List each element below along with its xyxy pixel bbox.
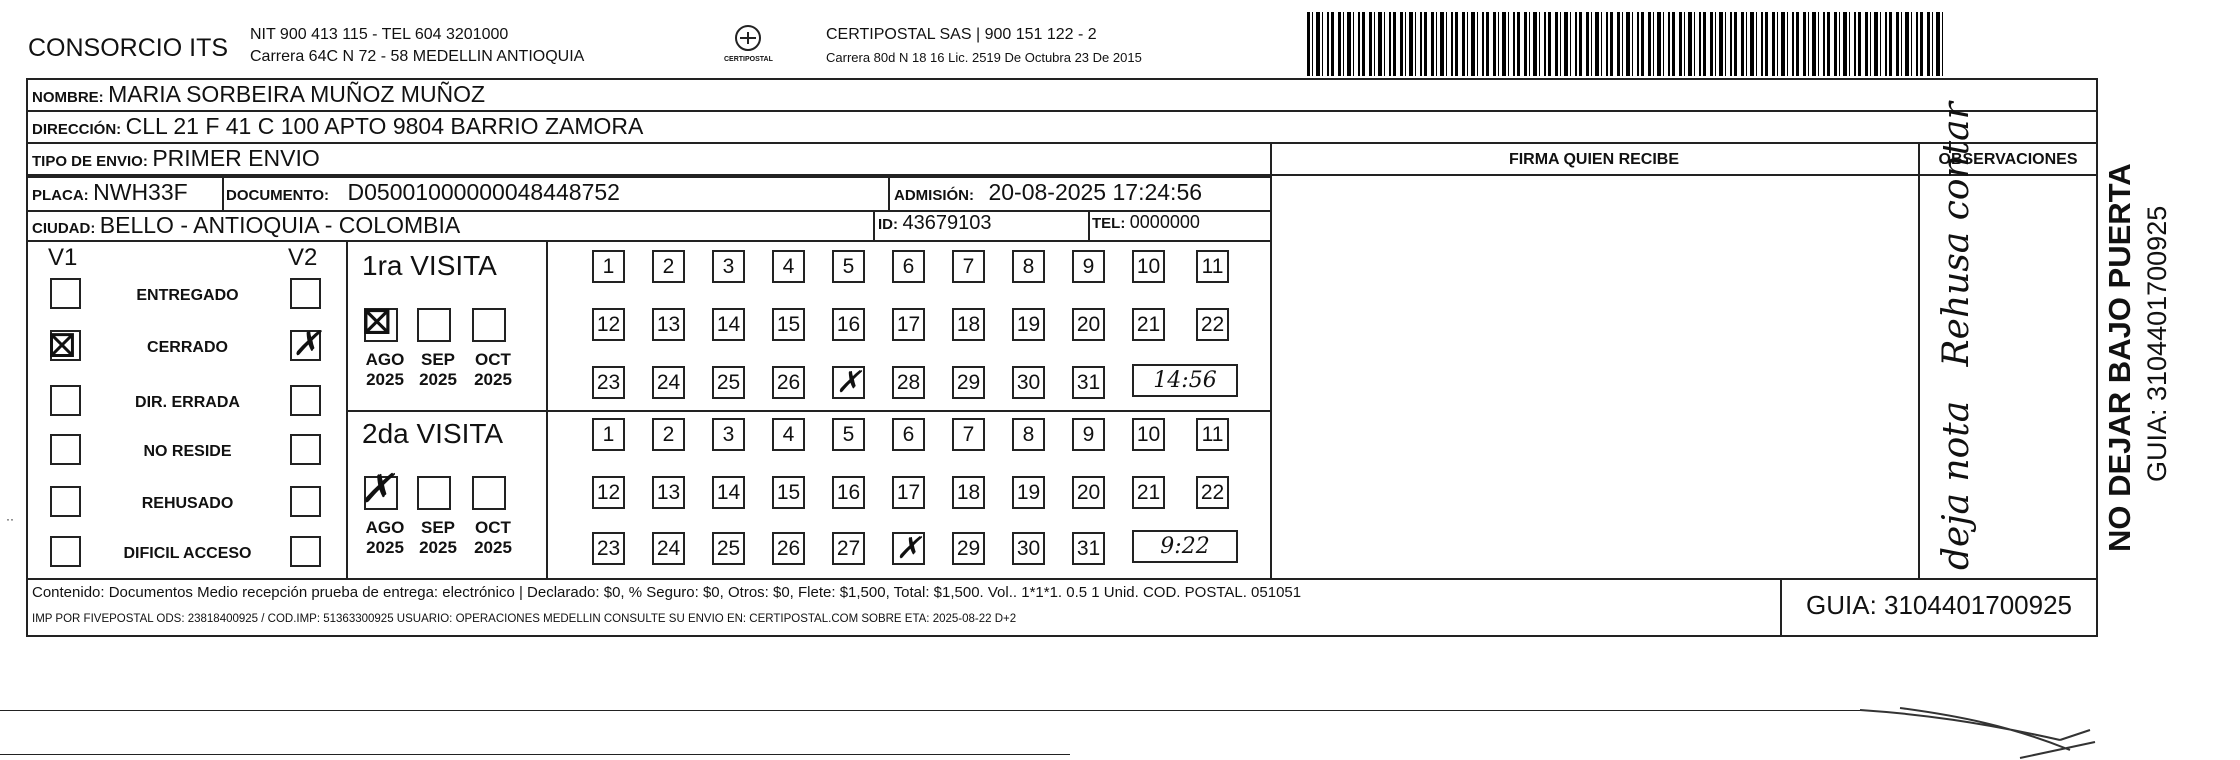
day-box[interactable]: 27	[832, 532, 865, 565]
month-label: SEP	[420, 350, 456, 369]
nombre-value: MARIA SORBEIRA MUÑOZ MUÑOZ	[108, 81, 486, 107]
month-label: OCT	[475, 350, 511, 369]
company-nit: NIT 900 413 115 - TEL 604 3201000	[250, 26, 509, 43]
day-box[interactable]: 29	[952, 366, 985, 399]
day-box[interactable]: 16	[832, 476, 865, 509]
tipo-row	[32, 145, 320, 172]
ciudad-value: BELLO - ANTIOQUIA - COLOMBIA	[99, 212, 461, 238]
placa-value: NWH33F	[93, 179, 188, 205]
day-box[interactable]: 24	[652, 366, 685, 399]
status-v2-checkbox[interactable]	[290, 536, 321, 567]
admision-row	[894, 179, 1202, 206]
day-box[interactable]: 21	[1132, 308, 1165, 341]
month-label: AGO	[365, 350, 405, 369]
id-row	[878, 212, 991, 235]
day-box[interactable]: 25	[712, 366, 745, 399]
status-label: DIFICIL ACCESO	[123, 545, 252, 562]
company-name: CONSORCIO ITS	[28, 34, 229, 62]
day-box[interactable]: 19	[1012, 308, 1045, 341]
day-box[interactable]: 31	[1072, 532, 1105, 565]
status-label: DIR. ERRADA	[135, 394, 240, 411]
marked-day-box[interactable]: ✗	[832, 366, 865, 399]
tipo-value: PRIMER ENVIO	[152, 145, 320, 171]
day-box[interactable]: 15	[772, 476, 805, 509]
status-v1-checkbox[interactable]	[50, 434, 81, 465]
nombre-row	[32, 81, 485, 108]
year-label: 2025	[419, 370, 457, 389]
certipostal-logo-text: CERTIPOSTAL	[724, 56, 773, 63]
month-label: SEP	[420, 518, 456, 537]
company-address: Carrera 64C N 72 - 58 MEDELLIN ANTIOQUIA	[250, 48, 585, 65]
day-box[interactable]: 2	[652, 418, 685, 451]
year-label: 2025	[474, 538, 512, 557]
month-check-mark: ✗	[360, 466, 394, 512]
day-box[interactable]: 26	[772, 366, 805, 399]
marked-day-box[interactable]: ✗	[892, 532, 925, 565]
day-box[interactable]: 14	[712, 308, 745, 341]
day-box[interactable]: 14	[712, 476, 745, 509]
day-box[interactable]: 1	[592, 250, 625, 283]
firma-header: FIRMA QUIEN RECIBE	[1508, 151, 1680, 168]
placa-label: PLACA:	[32, 187, 89, 204]
day-box[interactable]: 13	[652, 476, 685, 509]
day-box[interactable]: 16	[832, 308, 865, 341]
day-box[interactable]: 22	[1196, 476, 1229, 509]
certipostal-title: CERTIPOSTAL SAS | 900 151 122 - 2	[826, 26, 1097, 43]
certipostal-logo-icon	[718, 22, 778, 72]
day-box[interactable]: 10	[1132, 250, 1165, 283]
day-box[interactable]: 6	[892, 418, 925, 451]
month-label: AGO	[365, 518, 405, 537]
tipo-label: TIPO DE ENVIO:	[32, 153, 148, 170]
observacion-handwriting: deja nota Rehusa contar	[1936, 102, 1977, 570]
status-label: REHUSADO	[141, 495, 234, 512]
month-checkbox[interactable]	[417, 476, 451, 510]
day-box[interactable]: 9	[1072, 418, 1105, 451]
status-v1-checkbox[interactable]	[50, 536, 81, 567]
contenido-text: Contenido: Documentos Medio recepción prueba de entrega: electrónico | Declarado: $0, % Seguro: $0, Otros: $0, Flete: $1,500, Total: $1,500. Vol.. 1*1*1. 0.5 1 Unid. COD. POSTAL. 051051	[32, 584, 1302, 601]
day-box[interactable]: 8	[1012, 418, 1045, 451]
day-box[interactable]: 23	[592, 366, 625, 399]
day-box[interactable]: 17	[892, 308, 925, 341]
side-warning: NO DEJAR BAJO PUERTA	[2102, 163, 2137, 552]
ciudad-row	[32, 212, 460, 239]
day-box[interactable]: 13	[652, 308, 685, 341]
status-v1-checkbox[interactable]	[50, 486, 81, 517]
v1-label: V1	[48, 244, 78, 271]
day-box[interactable]: 8	[1012, 250, 1045, 283]
day-box[interactable]: 11	[1196, 418, 1229, 451]
barcode	[1307, 12, 1945, 76]
year-label: 2025	[474, 370, 512, 389]
day-box[interactable]: 22	[1196, 308, 1229, 341]
day-box[interactable]: 15	[772, 308, 805, 341]
admision-label: ADMISIÓN:	[894, 187, 974, 204]
id-value: 43679103	[902, 212, 992, 234]
month-check-mark: ⊠	[360, 298, 394, 344]
direccion-label: DIRECCIÓN:	[32, 121, 122, 138]
observaciones-header: OBSERVACIONES	[1938, 151, 2078, 168]
documento-row	[226, 179, 620, 206]
id-label: ID:	[878, 216, 898, 233]
day-box[interactable]: 21	[1132, 476, 1165, 509]
status-v2-checkbox[interactable]	[290, 385, 321, 416]
nombre-label: NOMBRE:	[32, 89, 104, 106]
day-box[interactable]: 12	[592, 308, 625, 341]
tel-row	[1092, 212, 1200, 233]
cerrado-v2-mark: ✗	[292, 324, 321, 364]
status-v1-checkbox[interactable]	[50, 385, 81, 416]
status-v2-checkbox[interactable]	[290, 434, 321, 465]
direccion-row	[32, 113, 643, 140]
torn-edge-decoration	[1860, 700, 2100, 760]
left-margin-dots: ··	[6, 512, 14, 526]
year-label: 2025	[419, 538, 457, 557]
day-box[interactable]: 3	[712, 418, 745, 451]
documento-label: DOCUMENTO:	[226, 187, 330, 204]
admision-value: 20-08-2025 17:24:56	[988, 179, 1203, 205]
certipostal-license: Carrera 80d N 18 16 Lic. 2519 De Octubra 23 De 2015	[826, 50, 1142, 65]
day-box[interactable]: 18	[952, 308, 985, 341]
documento-value: D05001000000048448752	[347, 179, 620, 205]
day-box[interactable]: 11	[1196, 250, 1229, 283]
status-v2-checkbox[interactable]	[290, 486, 321, 517]
month-checkbox[interactable]	[472, 308, 506, 342]
tel-value: 0000000	[1129, 212, 1200, 232]
ciudad-label: CIUDAD:	[32, 220, 96, 237]
month-checkbox[interactable]	[472, 476, 506, 510]
v2-label: V2	[288, 244, 318, 271]
day-box[interactable]: 28	[892, 366, 925, 399]
day-box[interactable]: 26	[772, 532, 805, 565]
day-box[interactable]: 9	[1072, 250, 1105, 283]
status-v2-checkbox[interactable]	[290, 278, 321, 309]
day-box[interactable]: 31	[1072, 366, 1105, 399]
first-visit-title: 1ra VISITA	[362, 250, 497, 281]
day-box[interactable]: 18	[952, 476, 985, 509]
day-box[interactable]: 7	[952, 418, 985, 451]
time-box: 9:22	[1132, 530, 1238, 563]
day-box[interactable]: 5	[832, 250, 865, 283]
day-box[interactable]: 3	[712, 250, 745, 283]
second-visit-title: 2da VISITA	[362, 418, 504, 449]
certipostal-logo	[718, 22, 778, 72]
day-box[interactable]: 4	[772, 250, 805, 283]
year-label: 2025	[366, 538, 404, 557]
imp-text: IMP POR FIVEPOSTAL ODS: 23818400925 / COD.IMP: 51363300925 USUARIO: OPERACIONES MEDELLIN CONSULTE SU ENVIO EN: CERTIPOSTAL.COM SOBRE ETA: 2025-08-22 D+2	[32, 613, 1017, 625]
day-box[interactable]: 12	[592, 476, 625, 509]
status-label: ENTREGADO	[136, 287, 239, 304]
status-label: CERRADO	[147, 339, 228, 356]
day-box[interactable]: 19	[1012, 476, 1045, 509]
side-guia: GUIA: 3104401700925	[2142, 205, 2172, 482]
day-box[interactable]: 6	[892, 250, 925, 283]
day-box[interactable]: 30	[1012, 532, 1045, 565]
year-label: 2025	[366, 370, 404, 389]
day-box[interactable]: 20	[1072, 476, 1105, 509]
direccion-value: CLL 21 F 41 C 100 APTO 9804 BARRIO ZAMORA	[125, 113, 644, 139]
month-label: OCT	[475, 518, 511, 537]
footer-guia: GUIA: 3104401700925	[1806, 590, 2072, 620]
placa-row	[32, 179, 188, 206]
day-box[interactable]: 2	[652, 250, 685, 283]
tel-label: TEL:	[1092, 215, 1126, 232]
day-box[interactable]: 24	[652, 532, 685, 565]
day-box[interactable]: 25	[712, 532, 745, 565]
day-box[interactable]: 23	[592, 532, 625, 565]
status-label: NO RESIDE	[143, 443, 232, 460]
day-box[interactable]: 17	[892, 476, 925, 509]
day-box[interactable]: 4	[772, 418, 805, 451]
status-v1-checkbox[interactable]	[50, 278, 81, 309]
time-box: 14:56	[1132, 364, 1238, 397]
day-box[interactable]: 1	[592, 418, 625, 451]
month-checkbox[interactable]	[417, 308, 451, 342]
day-box[interactable]: 7	[952, 250, 985, 283]
day-box[interactable]: 29	[952, 532, 985, 565]
day-box[interactable]: 10	[1132, 418, 1165, 451]
day-box[interactable]: 5	[832, 418, 865, 451]
cerrado-v1-mark: ⊠	[46, 322, 78, 366]
day-box[interactable]: 20	[1072, 308, 1105, 341]
day-box[interactable]: 30	[1012, 366, 1045, 399]
